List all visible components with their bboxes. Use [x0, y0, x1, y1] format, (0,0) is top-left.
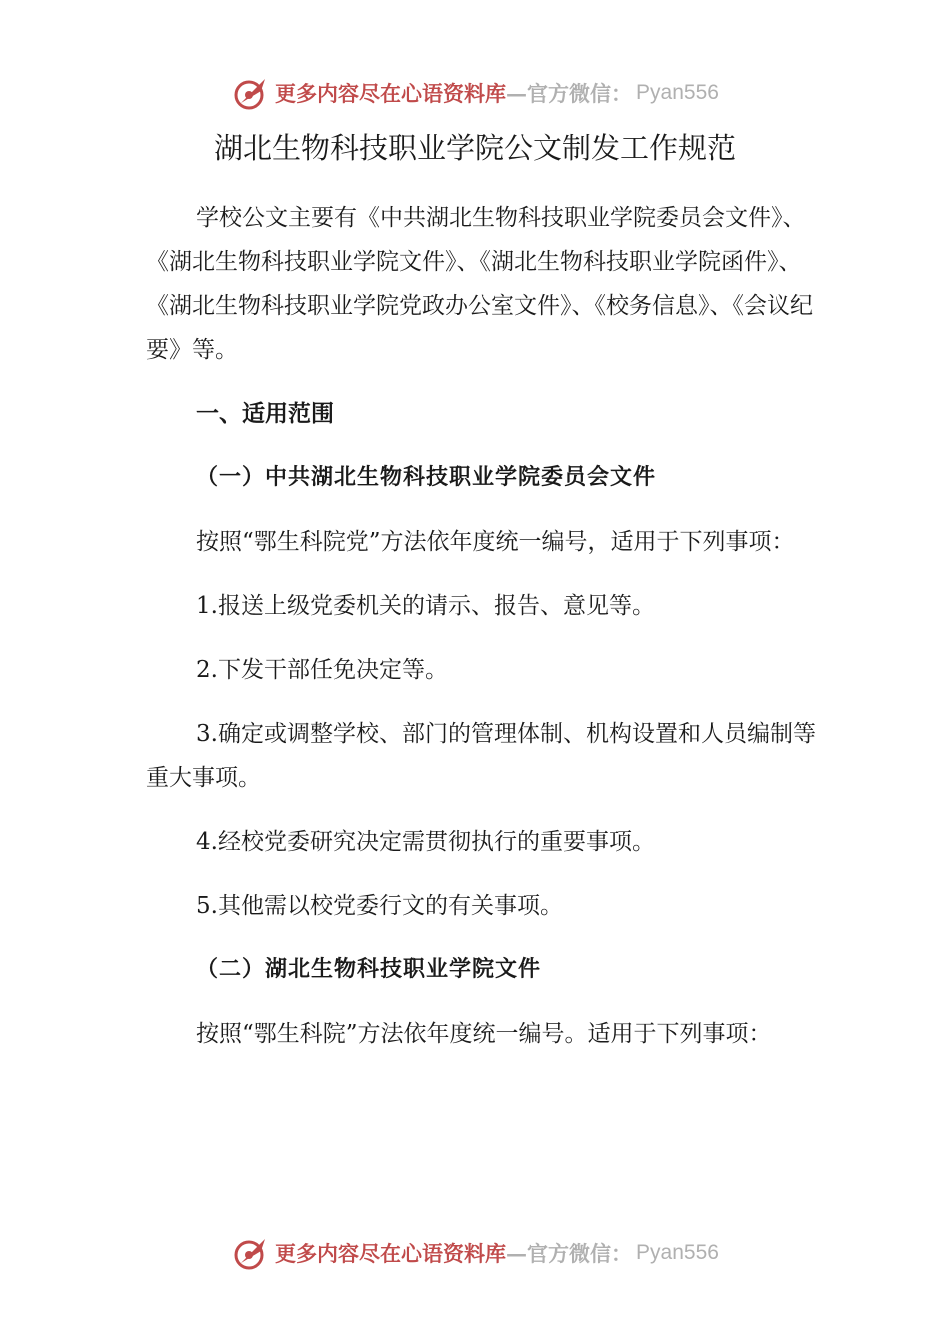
watermark-wechat-id: Pyan556: [636, 1241, 719, 1264]
quill-logo-icon: [231, 1233, 271, 1273]
watermark-top: [0, 73, 950, 113]
quill-logo-icon: [231, 73, 271, 113]
list-item: 3.确定或调整学校、部门的管理体制、机构设置和人员编制等重大事项。: [146, 721, 816, 791]
section-heading-scope: 一、适用范围: [196, 401, 334, 427]
subsection-heading-party-committee: （一）中共湖北生物科技职业学院委员会文件: [196, 465, 657, 490]
watermark-dash: —: [506, 80, 528, 106]
document-title: 湖北生物科技职业学院公文制发工作规范: [213, 131, 736, 165]
watermark-main-text: 更多内容尽在心语资料库: [275, 81, 507, 106]
list-item: 5.其他需以校党委行文的有关事项。: [196, 893, 563, 919]
watermark-bottom: [0, 1233, 950, 1273]
subsection-heading-college: （二）湖北生物科技职业学院文件: [196, 957, 542, 982]
list-item: 1.报送上级党委机关的请示、报告、意见等。: [196, 593, 655, 619]
subsection-desc-party-committee: 按照“鄂生科院党”方法依年度统一编号，适用于下列事项：: [196, 529, 795, 555]
watermark-dash: —: [506, 1240, 528, 1266]
subsection-desc-college: 按照“鄂生科院”方法依年度统一编号。适用于下列事项：: [196, 1021, 772, 1047]
list-item: 2.下发干部任免决定等。: [196, 657, 448, 683]
intro-paragraph: 学校公文主要有《中共湖北生物科技职业学院委员会文件》、《湖北生物科技职业学院文件》、《湖北生物科技职业学院函件》、《湖北生物科技职业学院党政办公室文件》、《校务信息》、《会议纪要》等。: [146, 205, 813, 363]
list-item: 4.经校党委研究决定需贯彻执行的重要事项。: [196, 829, 655, 855]
document-body: [146, 196, 822, 1056]
watermark-sub-text: 官方微信：: [527, 81, 633, 106]
watermark-wechat-id: Pyan556: [636, 81, 719, 104]
watermark-sub-text: 官方微信：: [527, 1241, 633, 1266]
watermark-main-text: 更多内容尽在心语资料库: [275, 1241, 507, 1266]
